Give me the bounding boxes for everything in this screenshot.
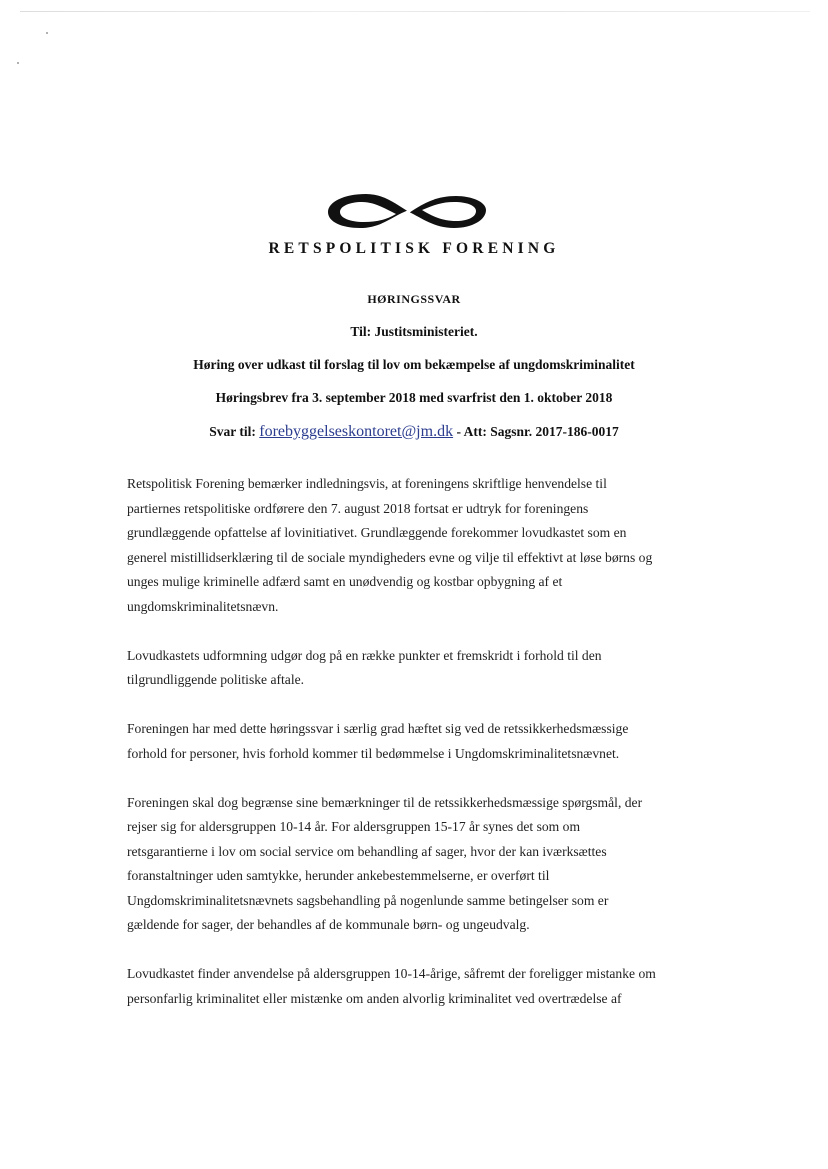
letter-info: Høringsbrev fra 3. september 2018 med svarfrist den 1. oktober 2018 — [215, 390, 613, 405]
reply-line — [0, 423, 828, 441]
text-line: Lovudkastets udformning udgør dog på en række punkter et fremskridt i forhold til den — [127, 647, 602, 663]
text-line: forhold for personer, hvis forhold kommer til bedømmelse i Ungdomskriminalitetsnævnet. — [127, 745, 620, 761]
text-line: partiernes retspolitiske ordførere den 7. august 2018 fortsat er udtryk for foreningens — [127, 500, 589, 516]
text-line: gældende for sager, der behandles af de kommunale børn- og ungeudvalg. — [127, 917, 530, 932]
text-line: Lovudkastet finder anvendelse på aldersgruppen 10-14-årige, såfremt der foreligger mistanke om — [127, 966, 656, 981]
text-line: personfarlig kriminalitet eller mistænke om anden alvorlig kriminalitet ved overtrædelse af — [127, 990, 622, 1006]
text-line: grundlæggende opfattelse af lovinitiativet. Grundlæggende forekommer lovudkastet som en — [127, 525, 627, 540]
document-type: HØRINGSSVAR — [367, 292, 461, 306]
text-line: Retspolitisk Forening bemærker indledningsvis, at foreningens skriftlige henvendelse til — [127, 476, 607, 491]
text-line: rejser sig for aldersgruppen 10-14 år. For aldersgruppen 15-17 år synes det som om — [127, 819, 581, 834]
scan-speck — [46, 32, 48, 34]
recipient: Til: Justitsministeriet. — [350, 324, 478, 339]
reply-prefix: Svar til: — [209, 424, 260, 439]
scan-speck — [17, 62, 19, 64]
scan-artifact-line — [20, 11, 810, 12]
text-line: ungdomskriminalitetsnævn. — [127, 598, 279, 614]
subject: Høring over udkast til forslag til lov om bekæmpelse af ungdomskriminalitet — [193, 357, 635, 372]
text-line: foranstaltninger uden samtykke, herunder ankebestemmelserne, er overført til — [127, 868, 550, 883]
text-line: tilgrundliggende politiske aftale. — [127, 672, 305, 687]
reply-email-link[interactable]: forebyggelseskontoret@jm.dk — [259, 423, 454, 440]
paragraph — [127, 717, 697, 766]
infinity-logo-icon — [326, 188, 492, 234]
text-line: Ungdomskriminalitetsnævnets sagsbehandling på nogenlunde samme betingelser som er — [127, 892, 609, 908]
organization-name: RETSPOLITISK FORENING — [268, 240, 560, 257]
text-line: Foreningen skal dog begrænse sine bemærkninger til de retssikkerhedsmæssige spørgsmål, der — [127, 794, 643, 810]
text-line: retsgarantierne i lov om social service om behandling af sager, hvor der kan iværksættes — [127, 843, 607, 859]
paragraph — [127, 472, 697, 619]
text-line: unges mulige kriminelle adfærd samt en unødvendig og kostbar opbygning af et — [127, 574, 563, 589]
text-line: Foreningen har med dette høringssvar i særlig grad hæftet sig ved de retssikkerhedsmæssige — [127, 721, 629, 736]
paragraph — [127, 644, 697, 693]
paragraph — [127, 962, 697, 1011]
reply-suffix: - Att: Sagsnr. 2017-186-0017 — [453, 424, 619, 439]
paragraph — [127, 791, 697, 938]
body-text — [127, 472, 697, 1036]
text-line: generel mistillidserklæring til de sociale myndigheders evne og vilje til effektivt at løse børns og — [127, 549, 653, 565]
